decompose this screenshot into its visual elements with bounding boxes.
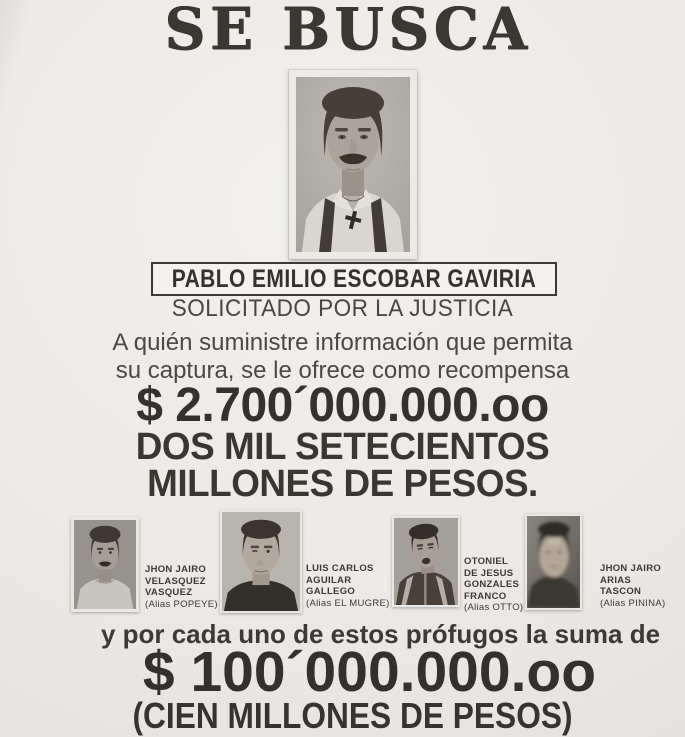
popeye-name-line: JHON JAIRO (145, 564, 207, 575)
per-fugitive-words: (CIEN MILLONES DE PESOS) (132, 695, 573, 736)
subtitle: SOLICITADO POR LA JUSTICIA (171, 295, 514, 322)
pinina-name-line: JHON JAIRO (600, 563, 662, 574)
el-mugre-alias: (Alias EL MUGRE) (306, 597, 390, 609)
escobar-portrait-image (296, 77, 410, 252)
otto-alias: (Alias OTTO) (464, 602, 524, 613)
otto-label (464, 556, 523, 614)
otto-name-line: GONZALES (464, 579, 520, 590)
pinina-mugshot (525, 514, 582, 610)
popeye-mugshot-image (74, 520, 136, 609)
pinina-alias: (Alias PININA) (600, 597, 666, 609)
pinina-mugshot-image (527, 516, 580, 608)
el-mugre-label (306, 563, 390, 609)
main-reward-amount: $ 2.700´000.000.oo (136, 379, 549, 432)
popeye-name-line: VELASQUEZ (145, 575, 206, 587)
otto-name-line: DE JESUS (464, 567, 514, 579)
offer-line-2: su captura, se le ofrece como recompensa (115, 357, 570, 384)
offer-line-1: A quién suministre información que permita (112, 329, 573, 356)
escobar-photo (289, 70, 417, 259)
el-mugre-name-line: AGUILAR (306, 574, 352, 586)
el-mugre-mugshot (220, 510, 302, 613)
pinina-name-line: TASCON (600, 586, 642, 597)
popeye-label (145, 564, 218, 610)
pinina-label (600, 563, 665, 609)
el-mugre-name-line: LUIS CARLOS (306, 563, 374, 574)
popeye-alias: (Alias POPEYE) (145, 598, 218, 610)
el-mugre-name-line: GALLEGO (306, 586, 356, 597)
otto-name-line: FRANCO (464, 590, 507, 602)
popeye-mugshot (71, 517, 139, 612)
otto-mugshot-image (394, 518, 458, 605)
pinina-name-line: ARIAS (600, 574, 632, 586)
poster-title: SE BUSCA (164, 0, 533, 64)
name-box (151, 262, 557, 296)
main-reward-words-2: MILLONES DE PESOS. (147, 463, 538, 505)
per-fugitive-intro: y por cada uno de estos prófugos la suma de (100, 619, 661, 649)
per-fugitive-amount: $ 100´000.000.oo (142, 640, 597, 704)
el-mugre-mugshot-image (222, 512, 300, 611)
fugitive-name: PABLO EMILIO ESCOBAR GAVIRIA (171, 264, 537, 293)
otto-name-line: OTONIEL (464, 556, 509, 567)
popeye-name-line: VASQUEZ (145, 587, 193, 598)
main-reward-words-1: DOS MIL SETECIENTOS (135, 426, 550, 468)
otto-mugshot (392, 516, 460, 607)
